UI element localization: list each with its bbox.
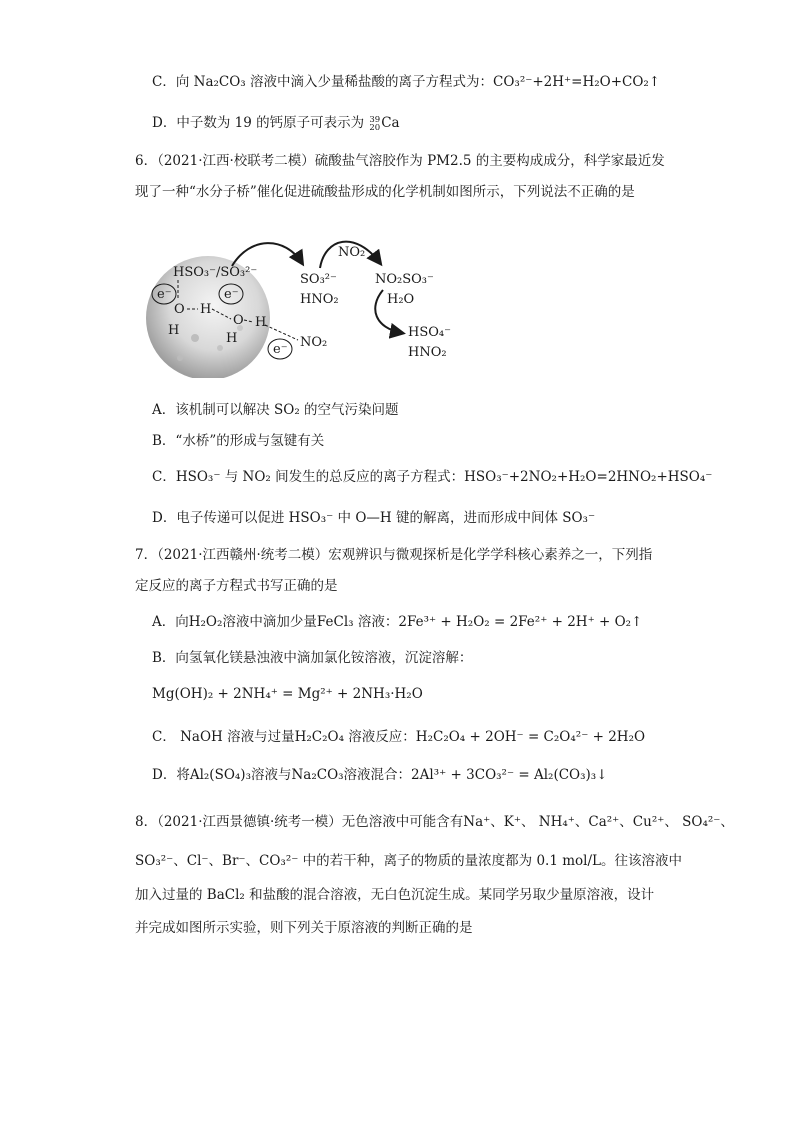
electron-label-3: e⁻ xyxy=(273,342,288,357)
product-hso4: HSO₄⁻ xyxy=(408,325,451,340)
electron-label-1: e⁻ xyxy=(157,287,172,302)
q8-stem-line1: 8．（2021·江西景德镇·统考一模）无色溶液中可能含有Na⁺、K⁺、 NH₄⁺、Ca²⁺、Cu²⁺、 SO₄²⁻、 xyxy=(135,814,734,830)
q6-option-b: B．“水桥”的形成与氢键有关 xyxy=(152,433,325,449)
calcium-symbol: Ca xyxy=(381,115,400,131)
hydrogen-label-4: H xyxy=(255,315,267,330)
hydrogen-label-1: H xyxy=(168,323,180,338)
electron-label-2: e⁻ xyxy=(224,287,239,302)
q6-option-d: D．电子传递可以促进 HSO₃⁻ 中 O—H 键的解离，进而形成中间体 SO₃⁻ xyxy=(152,510,596,526)
q8-stem-line3: 加入过量的 BaCl₂ 和盐酸的混合溶液，无白色沉淀生成。某同学另取少量原溶液，设计 xyxy=(135,887,655,903)
calcium-nuclide-notation xyxy=(369,116,380,132)
atomic-number: 20 xyxy=(369,122,381,133)
q7-stem-line2: 定反应的离子方程式书写正确的是 xyxy=(135,578,338,594)
intermediate-no2so3: NO₂SO₃⁻ xyxy=(375,272,434,287)
q5-option-d xyxy=(152,113,400,133)
reactant-no2: NO₂ xyxy=(338,245,366,260)
sphere-label-no2: NO₂ xyxy=(300,335,328,350)
q7-option-d: D．将Al₂(SO₄)₃溶液与Na₂CO₃溶液混合：2Al³⁺ + 3CO₃²⁻ = Al₂(CO₃)₃↓ xyxy=(152,767,608,783)
q7-option-c: C． NaOH 溶液与过量H₂C₂O₄ 溶液反应：H₂C₂O₄ + 2OH⁻ = C₂O₄²⁻ + 2H₂O xyxy=(152,729,646,745)
mass-number: 39 xyxy=(369,114,381,125)
intermediate-hno2: HNO₂ xyxy=(300,292,339,307)
q5-option-c xyxy=(152,72,660,92)
q5-option-d-label: D． xyxy=(152,115,177,131)
sphere-label-hso3-so3: HSO₃⁻/SO₃²⁻ xyxy=(173,265,258,280)
q7-option-a: A．向H₂O₂溶液中滴加少量FeCl₃ 溶液：2Fe³⁺ + H₂O₂ = 2Fe²⁺ + 2H⁺ + O₂↑ xyxy=(152,614,643,630)
reactant-h2o: H₂O xyxy=(387,292,415,307)
oxygen-label-2: O xyxy=(233,313,244,328)
oxygen-label-1: O xyxy=(174,302,185,317)
water-bridge-mechanism-diagram xyxy=(140,228,470,378)
hydrogen-label-2: H xyxy=(200,302,212,317)
q6-stem-line1: 6．（2021·江西·校联考二模）硫酸盐气溶胶作为 PM2.5 的主要构成成分，科学家最近发 xyxy=(135,153,665,169)
q6-stem-line2: 现了一种“水分子桥”催化促进硫酸盐形成的化学机制如图所示，下列说法不正确的是 xyxy=(135,184,635,200)
product-hno2: HNO₂ xyxy=(408,345,447,360)
q5-option-d-text: 中子数为 19 的钙原子可表示为 xyxy=(176,115,369,131)
q7-option-b-equation: Mg(OH)₂ + 2NH₄⁺ = Mg²⁺ + 2NH₃·H₂O xyxy=(152,686,423,702)
q5-option-c-body: 向 Na₂CO₃ 溶液中滴入少量稀盐酸的离子方程式为：CO₃²⁻+2H⁺=H₂O+CO₂↑ xyxy=(175,74,661,90)
q7-stem-line1: 7．（2021·江西赣州·统考二模）宏观辨识与微观探析是化学学科核心素养之一，下列指 xyxy=(135,547,653,563)
q7-option-b: B．向氢氧化镁悬浊液中滴加氯化铵溶液，沉淀溶解： xyxy=(152,650,473,666)
intermediate-so3: SO₃²⁻ xyxy=(300,272,337,287)
q8-stem-line4: 并完成如图所示实验，则下列关于原溶液的判断正确的是 xyxy=(135,920,473,936)
q6-option-a: A．该机制可以解决 SO₂ 的空气污染问题 xyxy=(152,402,399,418)
q8-stem-line2: SO₃²⁻、Cl⁻、Br⁻、CO₃²⁻ 中的若干种，离子的物质的量浓度都为 0.1 mol/L。往该溶液中 xyxy=(135,853,682,869)
q5-option-c-text: C． xyxy=(152,74,176,90)
q6-option-c: C．HSO₃⁻ 与 NO₂ 间发生的总反应的离子方程式：HSO₃⁻+2NO₂+H₂O=2HNO₂+HSO₄⁻ xyxy=(152,469,713,485)
hydrogen-label-3: H xyxy=(226,331,238,346)
